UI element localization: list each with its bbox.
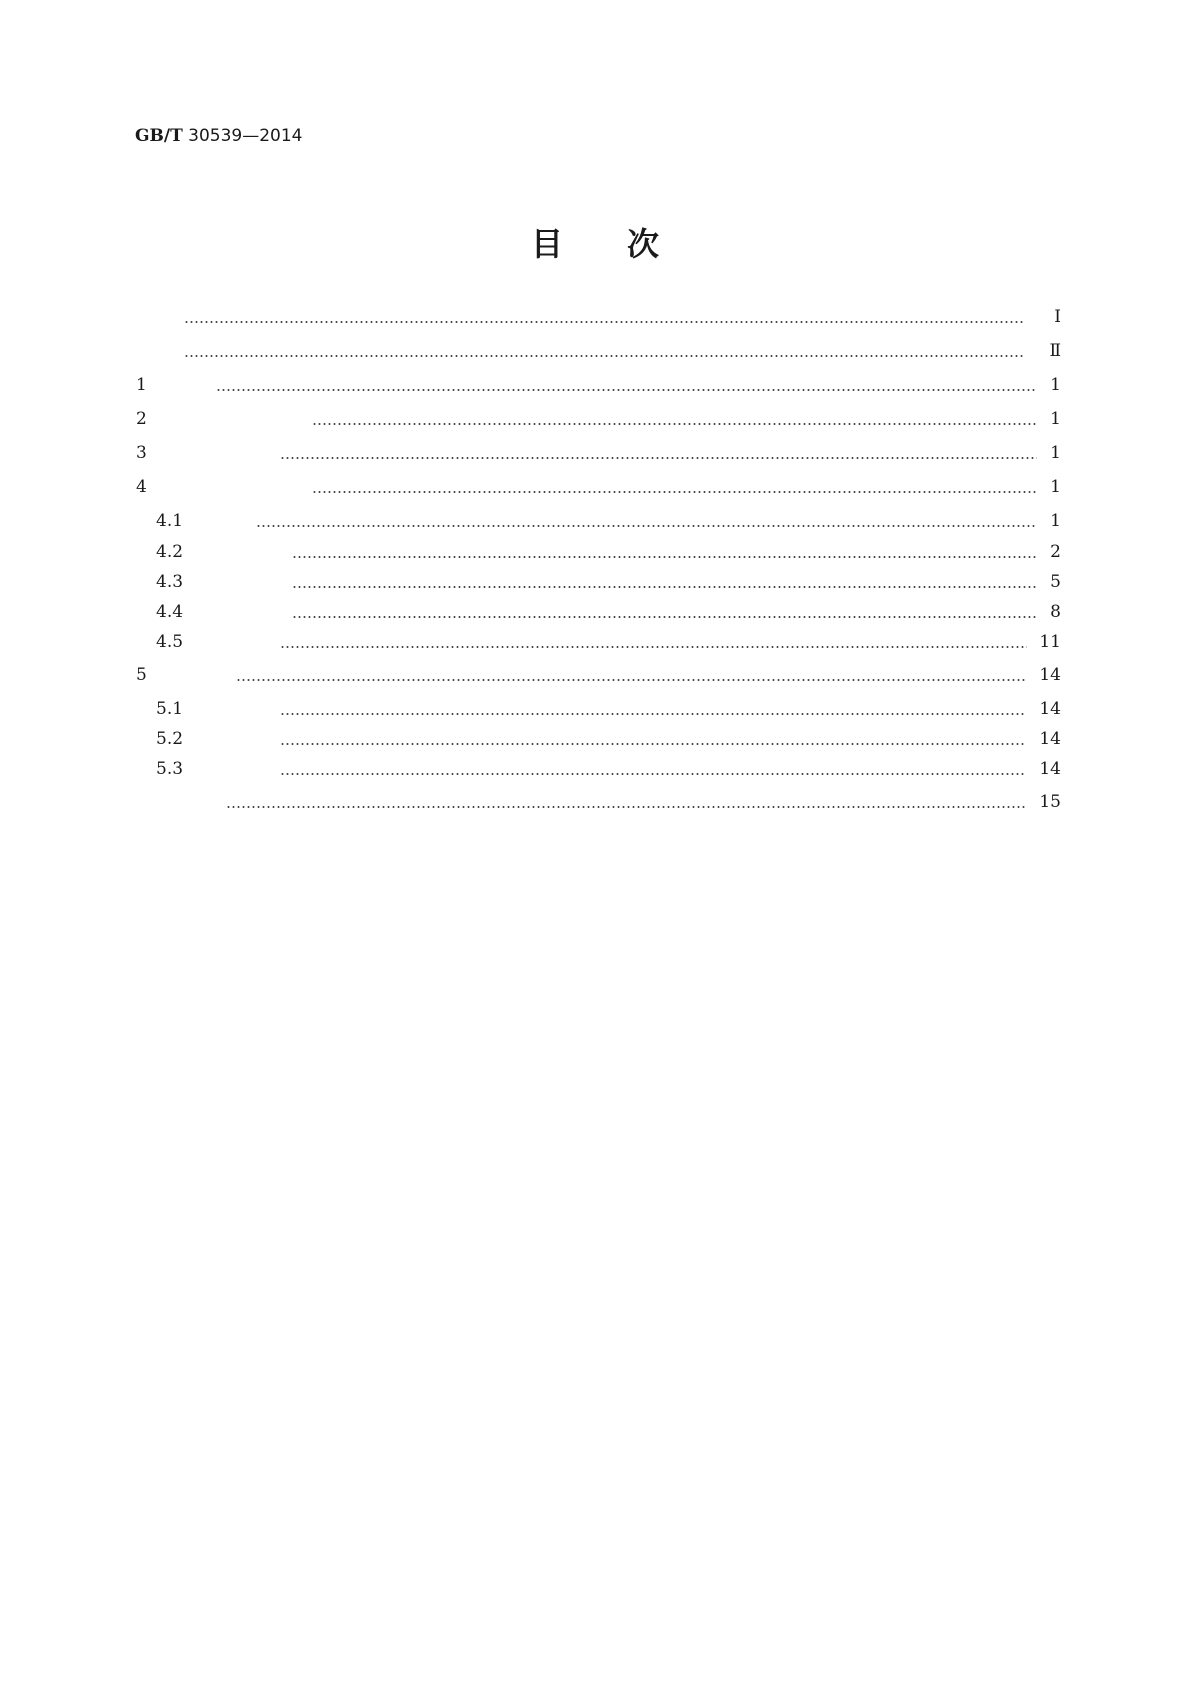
toc-page-number: Ⅰ (1054, 307, 1061, 327)
toc-entry[interactable] (156, 726, 1061, 752)
toc-entry-title (204, 726, 272, 752)
toc-entry-title (168, 406, 287, 432)
toc-entry[interactable] (156, 569, 1061, 595)
toc-entry[interactable] (156, 539, 1061, 565)
toc-leader (226, 806, 1025, 808)
toc-entry-title (204, 629, 272, 655)
toc-leader (256, 525, 1037, 527)
toc-entry-title (204, 539, 272, 565)
toc-entry-title (136, 338, 170, 364)
toc-entry[interactable] (136, 372, 1061, 398)
toc-entry-title (136, 304, 170, 330)
toc-page-number: 14 (1039, 729, 1061, 749)
standard-prefix: GB/T (135, 126, 183, 146)
toc-page-number: 1 (1050, 375, 1061, 395)
toc-entry[interactable] (156, 599, 1061, 625)
toc-entry[interactable] (136, 440, 1061, 466)
toc-leader (280, 773, 1025, 775)
toc-entry[interactable] (136, 338, 1061, 364)
toc-page-number: 1 (1050, 409, 1061, 429)
table-of-contents (136, 0, 1061, 900)
toc-leader (292, 586, 1037, 588)
toc-page-number: 11 (1039, 632, 1061, 652)
toc-leader (216, 389, 1037, 391)
toc-page-number: 8 (1050, 602, 1061, 622)
toc-entry-number: 4.2 (156, 542, 184, 562)
standard-number: 30539—2014 (188, 126, 303, 146)
toc-entry-title (204, 696, 272, 722)
toc-leader (280, 743, 1025, 745)
toc-entry[interactable] (136, 789, 1061, 815)
toc-entry-number: 5.1 (156, 699, 184, 719)
toc-entry-number: 4 (136, 477, 147, 497)
toc-entry-title (204, 756, 272, 782)
toc-page-number: 5 (1050, 572, 1061, 592)
toc-entry-title (168, 440, 253, 466)
toc-entry[interactable] (136, 474, 1061, 500)
toc-entry-number: 4.1 (156, 511, 184, 531)
toc-page-number: 14 (1039, 759, 1061, 779)
toc-entry-title (168, 474, 287, 500)
toc-entry-title (204, 569, 272, 595)
toc-leader (312, 423, 1037, 425)
toc-leader (292, 616, 1037, 618)
page-title: 目 次 (530, 225, 659, 263)
toc-entry[interactable] (136, 304, 1061, 330)
toc-entry-title (204, 599, 272, 625)
toc-leader (184, 321, 1025, 323)
toc-page-number: 14 (1039, 699, 1061, 719)
toc-entry-number: 5 (136, 665, 147, 685)
toc-entry-number: 1 (136, 375, 147, 395)
toc-leader (280, 646, 1027, 648)
toc-entry-number: 4.4 (156, 602, 184, 622)
toc-page-number: 1 (1050, 511, 1061, 531)
toc-page-number: 1 (1050, 443, 1061, 463)
toc-leader (312, 491, 1037, 493)
toc-entry-number: 5.3 (156, 759, 184, 779)
toc-entry-title (168, 662, 236, 688)
toc-entry-number: 3 (136, 443, 147, 463)
toc-entry-title (168, 372, 202, 398)
toc-entry[interactable] (156, 756, 1061, 782)
toc-page-number: 2 (1050, 542, 1061, 562)
toc-leader (280, 457, 1037, 459)
toc-entry-number: 2 (136, 409, 147, 429)
toc-page-number: 15 (1039, 792, 1061, 812)
toc-leader (292, 556, 1037, 558)
toc-entry[interactable] (156, 508, 1061, 534)
toc-entry-number: 4.5 (156, 632, 184, 652)
toc-entry-title (204, 508, 238, 534)
toc-entry[interactable] (136, 662, 1061, 688)
toc-leader (184, 355, 1025, 357)
toc-page-number: 1 (1050, 477, 1061, 497)
toc-page-number: 14 (1039, 665, 1061, 685)
toc-entry[interactable] (156, 629, 1061, 655)
toc-entry-title (136, 789, 204, 815)
toc-page-number: Ⅱ (1049, 341, 1061, 361)
toc-entry[interactable] (156, 696, 1061, 722)
toc-leader (280, 713, 1025, 715)
toc-leader (236, 679, 1025, 681)
toc-entry-number: 4.3 (156, 572, 184, 592)
toc-entry[interactable] (136, 406, 1061, 432)
toc-entry-number: 5.2 (156, 729, 184, 749)
